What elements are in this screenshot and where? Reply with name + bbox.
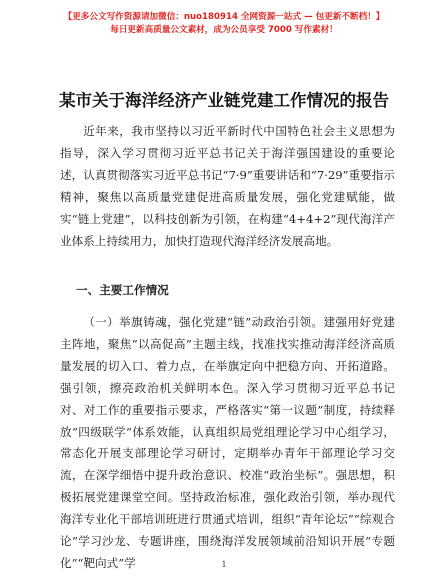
section-heading: 一、主要工作情况 (76, 283, 169, 297)
section-paragraph: （一）举旗铸魂，强化党建“链”动政治引领。建强用好党建主阵地，聚焦“以高促高”主题主线，找准找实推动海洋经济高质量发展的切入口、着力点，在举旗定向中把稳方向、开拓道路。强引领，擦亮政治机关鲜明本色。深入学习贯彻习近平总书记对、对工作的重要指示要求，严格落实“第一议题”制度，持续释放“四级联学”体系效能，认真组织局党组理论学习中心组学习，常态化开展支部理论学习研讨，定期举办青年干部理论学习交流，在深学细悟中提升政治意识、校准“政治坐标”。强思想，积极拓展党建课堂空间。坚持政治标准，强化政治引领，举办现代海洋专业化干部培训班进行贯通式培训，组织“青年论坛”“综观合论”学习沙龙、专题讲座，围绕海洋发展领域前沿知识开展“专题化”“靶向式”学 (60, 315, 395, 570)
page-number: 1 (221, 560, 227, 569)
document-title: 某市关于海洋经济产业链党建工作情况的报告 (59, 91, 389, 110)
intro-paragraph: 近年来，我市坚持以习近平新时代中国特色社会主义思想为指导，深入学习贯彻习近平总书记关于海洋强国建设的重要论述，认真贯彻落实习近平总书记“7·9”重要讲话和“7·29”重要指示精神，聚焦以高质量党建促进高质量发展，强化党建赋能，做实“链上党建”，以科技创新为引领，在构建“4+4+2”现代海洋产业体系上持续用力，加快打造现代海洋经济发展高地。 (60, 124, 395, 248)
promo-banner-line-1: 【更多公文写作资源请加微信：nuo180914 全网资源一站式 — 包更新不断档！】 (63, 12, 385, 22)
promo-banner-line-2: 每日更新高质量公文素材，成为公员享受 7000 写作素材！ (110, 25, 338, 35)
